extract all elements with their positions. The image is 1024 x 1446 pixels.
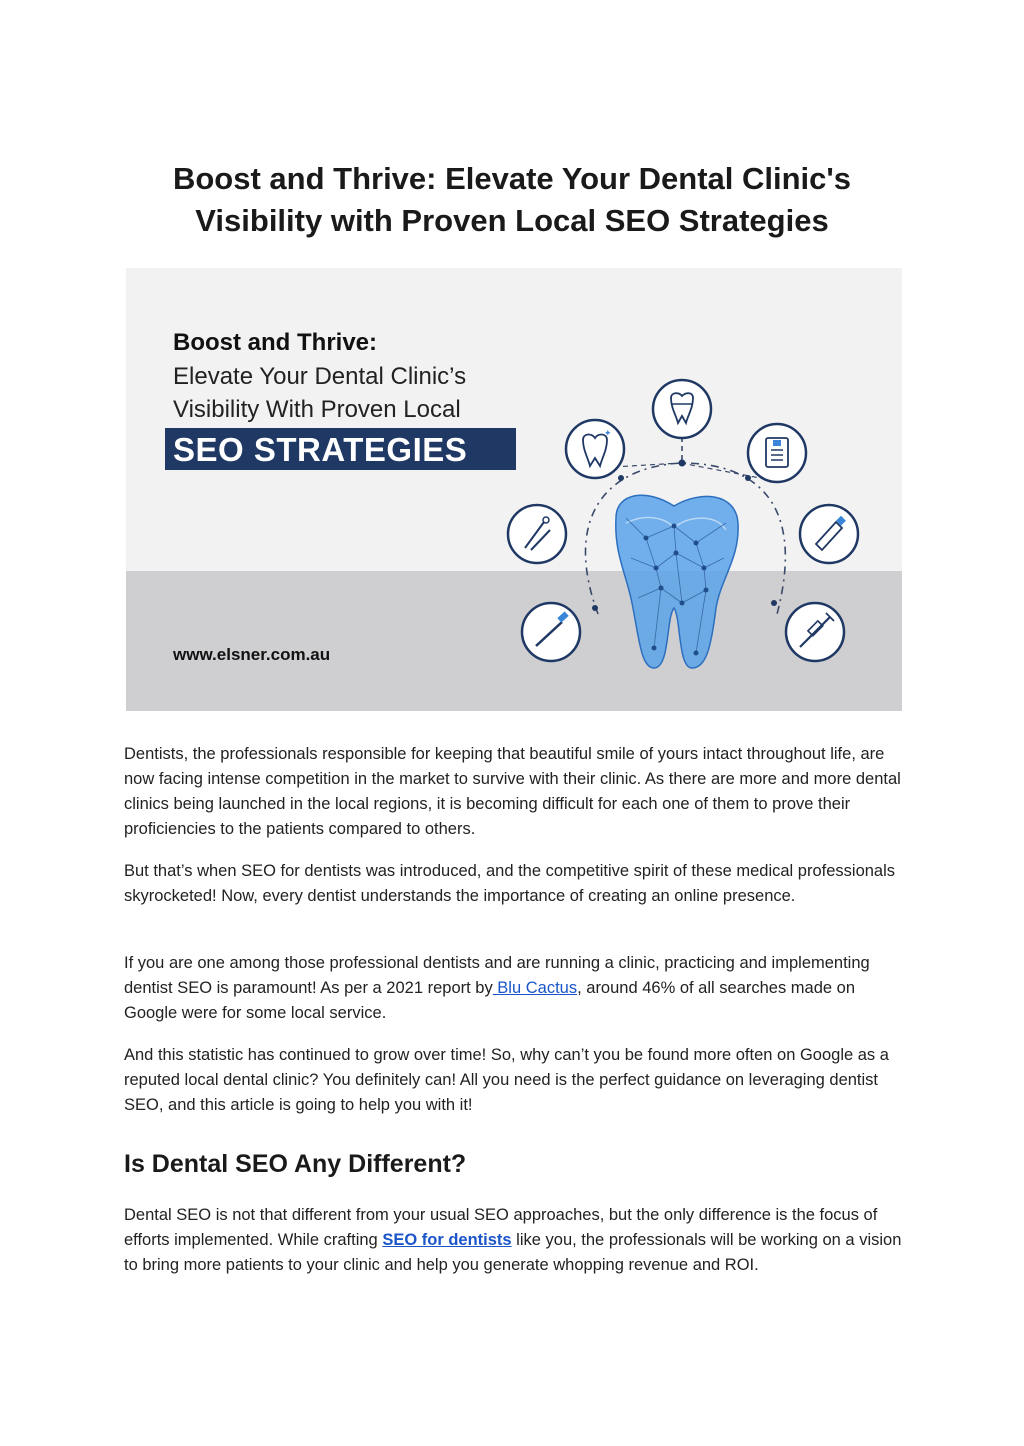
section-text-before: Dental SEO is not that different from your usual SEO approaches, but the only difference is the focus of efforts implemented. While crafting bbox=[124, 1206, 878, 1249]
intro-paragraph-2: But that’s when SEO for dentists was introduced, and the competitive spirit of these medical professionals skyrocketed! Now, every dentist understands the importance of creating an online presence. bbox=[124, 862, 896, 905]
toothbrush-icon bbox=[522, 603, 580, 661]
syringe-icon bbox=[786, 603, 844, 661]
toothpaste-icon bbox=[800, 505, 858, 563]
section-heading: Is Dental SEO Any Different? bbox=[124, 1150, 467, 1178]
paragraph-3-text-after: , around 46% of all searches made on Google were for some local service. bbox=[124, 979, 856, 1022]
intro-paragraph-1: Dentists, the professionals responsible for keeping that beautiful smile of yours intact throughout life, are now facing intense competition in the market to survive with their clinic. As there are more and more dental clinics being launched in the local regions, it is becoming difficult for each one of them to prove their proficiencies to the patients compared to others. bbox=[124, 745, 901, 838]
section-text-after: like you, the professionals will be working on a vision to bring more patients to your clinic and help you generate whopping revenue and ROI. bbox=[124, 1231, 902, 1274]
hero-headline-line3: Visibility With Proven Local bbox=[173, 396, 461, 423]
hero-headline-bold: Boost and Thrive: bbox=[173, 329, 378, 356]
paragraph-3-text-before: If you are one among those professional dentists and are running a clinic, practicing and implementing dentist SEO is paramount! As per a 2021 report by bbox=[124, 954, 870, 997]
seo-for-dentists-link[interactable]: SEO for dentists bbox=[382, 1231, 512, 1249]
section-paragraph-1 bbox=[124, 1203, 904, 1278]
hero-image bbox=[126, 268, 902, 711]
document-icon bbox=[748, 424, 806, 482]
page-title: Boost and Thrive: Elevate Your Dental Clinic's Visibility with Proven Local SEO Strategies bbox=[172, 161, 852, 238]
intro-paragraph-4: And this statistic has continued to grow over time! So, why can’t you be found more often on Google as a reputed local dental clinic? You definitely can! All you need is the perfect guidance on leveraging dentist SEO, and this article is going to help you with it! bbox=[124, 1046, 889, 1114]
seo-banner-text: SEO STRATEGIES bbox=[173, 431, 468, 468]
braces-tooth-icon bbox=[653, 380, 711, 438]
hero-url: www.elsner.com.au bbox=[173, 645, 331, 664]
svg-text:✦: ✦ bbox=[604, 429, 612, 439]
blu-cactus-link[interactable]: Blu Cactus bbox=[492, 979, 578, 997]
intro-paragraph-3 bbox=[124, 951, 904, 1026]
dental-tools-icon bbox=[508, 505, 566, 563]
hero-headline-line2: Elevate Your Dental Clinic’s bbox=[173, 363, 467, 390]
sparkle-tooth-icon bbox=[566, 420, 624, 478]
